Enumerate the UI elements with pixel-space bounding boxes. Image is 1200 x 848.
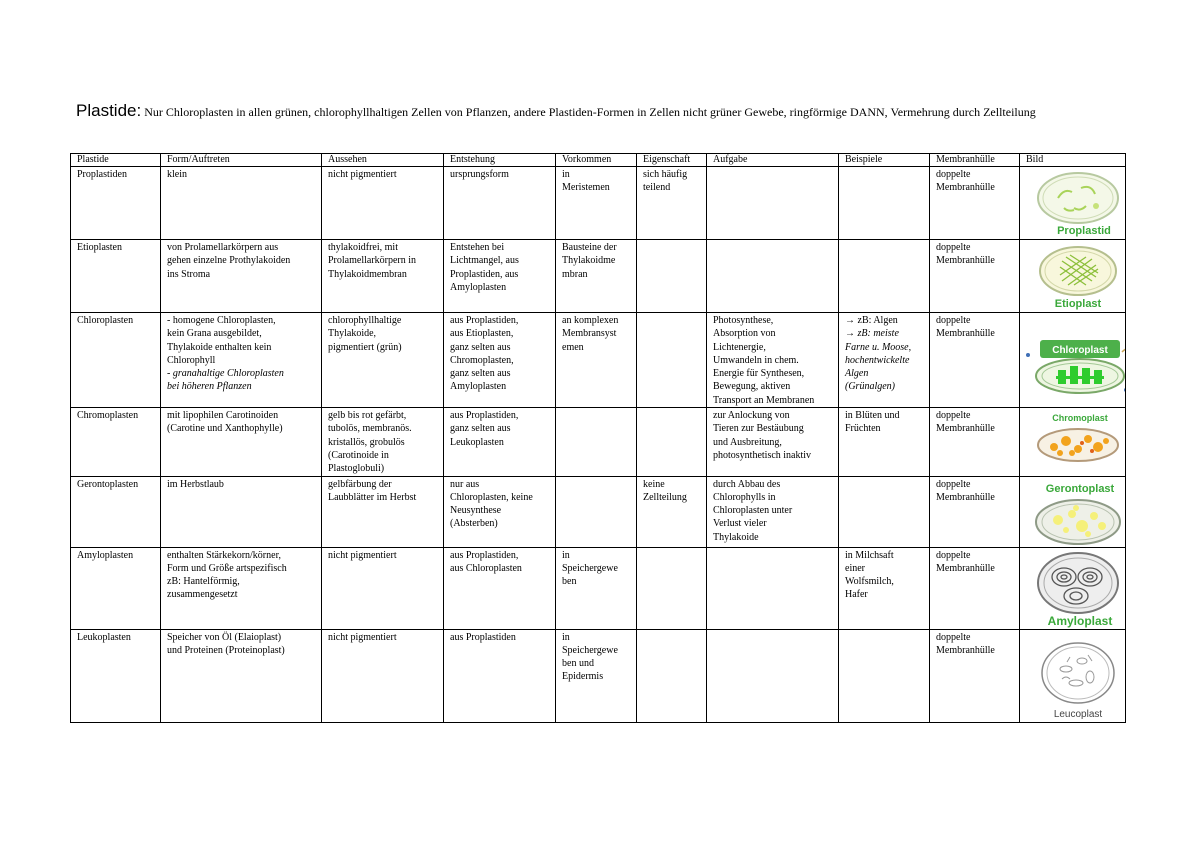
cell-bild [1020, 313, 1126, 408]
cell-form [161, 629, 322, 722]
cell-line: Chloroplasten unter [713, 505, 793, 517]
cell-line: aus Proplastiden [450, 631, 516, 643]
cell-line: ursprungsform [450, 169, 509, 180]
cell-line: Thylakoide [713, 531, 759, 543]
cell-line: tubolös, membranös. [328, 423, 412, 435]
cell-line: ganz selten aus [450, 368, 511, 380]
cell-line: Umwandeln in chem. [713, 354, 799, 366]
cell-text: Chromoplasten [77, 410, 139, 422]
cell-line: zB: Hantelförmig, [167, 576, 240, 588]
cell-line: gehen einzelne Prothylakoiden [167, 255, 291, 267]
cell-line: emen [562, 341, 584, 353]
header-plastide: Plastide [71, 154, 161, 167]
cell-beispiele [839, 547, 930, 629]
page-title [76, 101, 1036, 121]
header-beispiele: Beispiele [839, 154, 930, 167]
chloroplast-image [1026, 314, 1126, 403]
table-row [71, 240, 1126, 313]
table-row [71, 547, 1126, 629]
cell-line: nicht pigmentiert [328, 631, 397, 643]
header-entstehung: Entstehung [444, 154, 556, 167]
cell-bild [1020, 476, 1126, 547]
cell-vorkommen [556, 408, 637, 476]
cell-line: Neusynthese [450, 505, 502, 517]
cell-line: doppelte [936, 631, 971, 643]
cell-line: Laubblätter im Herbst [328, 491, 417, 503]
cell-entstehung [444, 167, 556, 240]
leucoplast-image [1026, 631, 1126, 722]
cell-line: Chloroplasten, keine [450, 491, 533, 503]
cell-line: sich häufig [643, 169, 688, 180]
header-aufgabe: Aufgabe [707, 154, 839, 167]
table-header-row [71, 154, 1126, 167]
cell-line: Energie für Synthesen, [713, 368, 805, 380]
cell-line: durch Abbau des [713, 478, 781, 490]
cell-line: → zB: meiste [845, 328, 899, 340]
cell-aufgabe [707, 476, 839, 547]
cell-line: von Prolamellarkörpern aus [167, 242, 279, 253]
cell-line: (Absterben) [450, 518, 498, 530]
chromoplast-image [1026, 409, 1126, 474]
cell-line: Chlorophyll [167, 354, 216, 366]
cell-line: aus Proplastiden, [450, 549, 519, 561]
cell-line: Thylakoidme [562, 255, 616, 267]
cell-line: ben [562, 576, 577, 588]
cell-line: enthalten Stärkekorn/körner, [167, 549, 282, 561]
cell-text: Etioplasten [77, 242, 122, 253]
cell-line: ben und [562, 658, 594, 670]
cell-line: aus Proplastiden, [450, 410, 519, 422]
header-form: Form/Auftreten [161, 154, 322, 167]
cell-line: Hafer [845, 589, 868, 601]
cell-beispiele [839, 167, 930, 240]
cell-line: Speichergewe [562, 562, 618, 574]
cell-line: (Carotine und Xanthophylle) [167, 423, 283, 435]
cell-text: Gerontoplasten [77, 478, 139, 490]
cell-line: - granahaltige Chloroplasten [167, 368, 284, 380]
cell-line: Speichergewe [562, 644, 618, 656]
cell-line: chlorophyllhaltige [328, 315, 402, 326]
cell-aufgabe [707, 167, 839, 240]
proplastid-label: Proplastid [1057, 225, 1111, 237]
cell-entstehung [444, 629, 556, 722]
cell-line: in [562, 549, 570, 561]
cell-line: Thylakoidmembran [328, 268, 407, 280]
gerontoplast-label: Gerontoplast [1045, 482, 1115, 495]
cell-aufgabe [707, 240, 839, 313]
cell-line: an komplexen [562, 315, 619, 326]
cell-line: Plastoglobuli) [328, 463, 385, 475]
table-row [71, 313, 1126, 408]
amyloplast-image [1026, 549, 1126, 629]
cell-line: Entstehen bei [450, 242, 505, 253]
cell-plastide [71, 167, 161, 240]
cell-line: in Blüten und [845, 410, 900, 422]
cell-line: klein [167, 169, 187, 180]
cell-line: Wolfsmilch, [845, 576, 894, 588]
cell-line: mbran [562, 268, 588, 280]
table-row [71, 408, 1126, 476]
cell-line: doppelte [936, 315, 971, 326]
cell-form [161, 408, 322, 476]
leucoplast-label: Leucoplast [1053, 708, 1103, 720]
cell-line: kristallös, grobulös [328, 436, 405, 448]
cell-membranhuelle [930, 547, 1020, 629]
cell-aussehen [322, 240, 444, 313]
cell-line: einer [845, 562, 865, 574]
chloroplast-label: Chloroplast [1052, 345, 1108, 356]
cell-eigenschaft [637, 240, 707, 313]
cell-beispiele [839, 408, 930, 476]
cell-entstehung [444, 547, 556, 629]
cell-aufgabe [707, 629, 839, 722]
cell-membranhuelle [930, 240, 1020, 313]
cell-line: Transport an Membranen [713, 394, 815, 406]
cell-line: Chromoplasten, [450, 354, 514, 366]
cell-vorkommen [556, 240, 637, 313]
cell-line: → zB: Algen [845, 315, 898, 326]
cell-aussehen [322, 408, 444, 476]
cell-form [161, 167, 322, 240]
cell-aussehen [322, 629, 444, 722]
cell-eigenschaft [637, 629, 707, 722]
cell-form [161, 547, 322, 629]
cell-line: Tieren zur Bestäubung [713, 423, 804, 435]
cell-bild [1020, 240, 1126, 313]
cell-line: Algen [845, 368, 869, 380]
cell-eigenschaft [637, 547, 707, 629]
cell-plastide [71, 629, 161, 722]
cell-line: aus Chloroplasten [450, 562, 522, 574]
title-main: Plastide: [76, 101, 142, 120]
cell-eigenschaft [637, 167, 707, 240]
cell-membranhuelle [930, 167, 1020, 240]
cell-plastide [71, 547, 161, 629]
cell-line: Meristemen [562, 182, 610, 194]
cell-beispiele [839, 240, 930, 313]
header-aussehen: Aussehen [322, 154, 444, 167]
cell-vorkommen [556, 476, 637, 547]
cell-bild [1020, 629, 1126, 722]
header-membran: Membranhülle [930, 154, 1020, 167]
cell-bild [1020, 547, 1126, 629]
cell-line: gelb bis rot gefärbt, [328, 410, 407, 422]
cell-line: teilend [643, 182, 671, 194]
cell-plastide [71, 476, 161, 547]
cell-line: Thylakoide enthalten kein [167, 341, 272, 353]
plastide-table [70, 153, 1126, 723]
cell-line: Speicher von Öl (Elaioplast) [167, 631, 282, 643]
cell-aufgabe [707, 313, 839, 408]
cell-line: und Proteinen (Proteinoplast) [167, 644, 285, 656]
cell-membranhuelle [930, 313, 1020, 408]
table-row [71, 476, 1126, 547]
cell-line: Lichtmangel, aus [450, 255, 519, 267]
cell-line: in Milchsaft [845, 549, 894, 561]
cell-beispiele [839, 629, 930, 722]
chromoplast-label: Chromoplast [1052, 413, 1108, 424]
gerontoplast-image [1026, 478, 1126, 547]
cell-line: Früchten [845, 423, 881, 435]
cell-line: Thylakoide, [328, 328, 377, 340]
cell-line: gelbfärbung der [328, 478, 392, 490]
cell-beispiele [839, 476, 930, 547]
cell-line: nicht pigmentiert [328, 169, 397, 180]
cell-aufgabe [707, 408, 839, 476]
cell-line: ganz selten aus [450, 423, 511, 435]
cell-line: Chlorophylls in [713, 491, 776, 503]
cell-line: (Grünalgen) [845, 381, 895, 393]
cell-aussehen [322, 547, 444, 629]
cell-line: Membranhülle [936, 562, 995, 574]
cell-line: hochentwickelte [845, 354, 910, 366]
header-bild: Bild [1020, 154, 1126, 167]
cell-line: in [562, 169, 570, 180]
cell-vorkommen [556, 313, 637, 408]
cell-line: in [562, 631, 570, 643]
cell-line: Amyloplasten [450, 381, 507, 393]
cell-line: photosynthetisch inaktiv [713, 449, 812, 461]
cell-entstehung [444, 240, 556, 313]
cell-line: - homogene Chloroplasten, [167, 315, 276, 326]
cell-line: Membranhülle [936, 255, 995, 267]
cell-aufgabe [707, 547, 839, 629]
cell-line: Epidermis [562, 671, 604, 683]
cell-line: doppelte [936, 549, 971, 561]
cell-membranhuelle [930, 476, 1020, 547]
cell-bild [1020, 167, 1126, 240]
title-subtitle: Nur Chloroplasten in allen grünen, chlorophyllhaltigen Zellen von Pflanzen, andere Plastiden-Formen in Zellen nicht grüner Gewebe, ringförmige DANN, Vermehrung durch Zellteilung [144, 105, 1036, 119]
etioplast-image [1026, 241, 1126, 312]
cell-text: Proplastiden [77, 169, 127, 180]
cell-line: doppelte [936, 169, 971, 180]
cell-eigenschaft [637, 313, 707, 408]
cell-line: Membranhülle [936, 423, 995, 435]
cell-line: Leukoplasten [450, 436, 504, 448]
cell-line: Bausteine der [562, 242, 617, 253]
header-eigenschaft: Eigenschaft [637, 154, 707, 167]
cell-aussehen [322, 313, 444, 408]
cell-line: aus Proplastiden, [450, 315, 519, 326]
cell-line: ins Stroma [167, 268, 211, 280]
cell-entstehung [444, 476, 556, 547]
cell-plastide [71, 408, 161, 476]
cell-vorkommen [556, 167, 637, 240]
cell-line: im Herbstlaub [167, 478, 224, 490]
cell-aussehen [322, 476, 444, 547]
cell-text: Chloroplasten [77, 315, 134, 326]
proplastid-image [1026, 168, 1126, 239]
cell-line: doppelte [936, 478, 971, 490]
cell-line: und Ausbreitung, [713, 436, 782, 448]
cell-line: Form und Größe artspezifisch [167, 562, 287, 574]
cell-line: (Carotinoide in [328, 449, 389, 461]
cell-line: Absorption von [713, 328, 776, 340]
cell-plastide [71, 313, 161, 408]
cell-entstehung [444, 313, 556, 408]
cell-line: kein Grana ausgebildet, [167, 328, 262, 340]
cell-line: Proplastiden, aus [450, 268, 519, 280]
cell-line: bei höheren Pflanzen [167, 381, 252, 393]
cell-line: Lichtenergie, [713, 341, 766, 353]
cell-line: Verlust vieler [713, 518, 767, 530]
cell-line: Zellteilung [643, 491, 687, 503]
cell-plastide [71, 240, 161, 313]
cell-line: Membranhülle [936, 491, 995, 503]
cell-line: Amyloplasten [450, 281, 507, 293]
cell-eigenschaft [637, 476, 707, 547]
cell-line: doppelte [936, 242, 971, 253]
cell-line: zusammengesetzt [167, 589, 238, 601]
cell-line: Farne u. Moose, [845, 341, 912, 353]
cell-form [161, 240, 322, 313]
cell-text: Amyloplasten [77, 549, 134, 561]
cell-bild [1020, 408, 1126, 476]
cell-line: Membranhülle [936, 644, 995, 656]
cell-line: Prolamellarkörpern in [328, 255, 417, 267]
cell-line: nur aus [450, 478, 480, 490]
cell-aussehen [322, 167, 444, 240]
cell-form [161, 476, 322, 547]
cell-line: nicht pigmentiert [328, 549, 397, 561]
cell-membranhuelle [930, 629, 1020, 722]
etioplast-label: Etioplast [1054, 298, 1102, 310]
cell-line: ganz selten aus [450, 341, 511, 353]
cell-line: keine [643, 478, 665, 490]
cell-line: zur Anlockung von [713, 410, 790, 422]
cell-line: aus Etioplasten, [450, 328, 514, 340]
cell-line: mit lipophilen Carotinoiden [167, 410, 279, 422]
cell-text: Leukoplasten [77, 631, 131, 643]
cell-membranhuelle [930, 408, 1020, 476]
cell-line: Membranhülle [936, 182, 995, 194]
cell-form [161, 313, 322, 408]
cell-beispiele [839, 313, 930, 408]
cell-vorkommen [556, 547, 637, 629]
amyloplast-label: Amyloplast [1047, 613, 1113, 628]
header-vorkommen: Vorkommen [556, 154, 637, 167]
cell-line: pigmentiert (grün) [328, 341, 402, 353]
cell-line: doppelte [936, 410, 971, 422]
cell-line: Photosynthese, [713, 315, 774, 326]
cell-entstehung [444, 408, 556, 476]
table-row [71, 167, 1126, 240]
cell-line: Bewegung, aktiven [713, 381, 791, 393]
cell-line: Membranhülle [936, 328, 995, 340]
cell-eigenschaft [637, 408, 707, 476]
table-row [71, 629, 1126, 722]
cell-line: Membransyst [562, 328, 617, 340]
cell-line: thylakoidfrei, mit [328, 242, 398, 253]
cell-vorkommen [556, 629, 637, 722]
